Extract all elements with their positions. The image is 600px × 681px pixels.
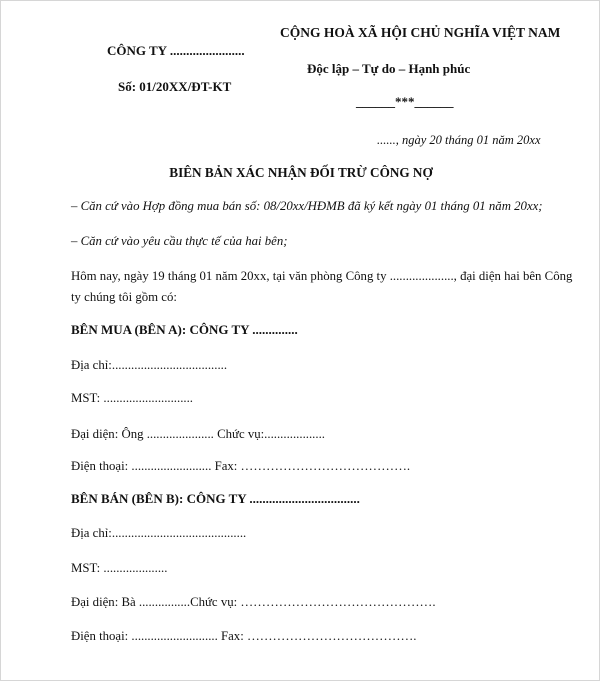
party-a-phone-fax: Điện thoại: ......................... Fax: …………………………………. [71, 459, 411, 473]
national-title: CỘNG HOÀ XÃ HỘI CHỦ NGHĨA VIỆT NAM [280, 25, 561, 40]
party-b-representative: Đại diện: Bà ................Chức vụ: ………………………………………. [71, 595, 436, 609]
document-number: Số: 01/20XX/ĐT-KT [118, 79, 232, 94]
document-title: BIÊN BẢN XÁC NHẬN ĐỐI TRỪ CÔNG NỢ [169, 165, 433, 180]
party-a-address: Địa chỉ:.................................... [71, 358, 228, 372]
party-b-tax-code: MST: .................... [71, 561, 168, 575]
basis-request: – Căn cứ vào yêu cầu thực tế của hai bên; [71, 234, 288, 248]
intro-line-2: ty chúng tôi gồm có: [71, 290, 177, 304]
document-date: ......, ngày 20 tháng 01 năm 20xx [377, 133, 541, 147]
party-a-tax-code: MST: ............................ [71, 391, 194, 405]
header-divider: ______***______ [356, 94, 454, 109]
company-name: CÔNG TY ....................... [107, 43, 245, 58]
party-b-heading: BÊN BÁN (BÊN B): CÔNG TY .................................. [71, 491, 360, 506]
party-b-phone-fax: Điện thoại: ........................... Fax: …………………………………. [71, 629, 417, 643]
intro-line-1: Hôm nay, ngày 19 tháng 01 năm 20xx, tại văn phòng Công ty ...................., đại diện hai bên Công [71, 269, 573, 283]
party-a-representative: Đại diện: Ông ..................... Chức vụ:................... [71, 427, 325, 441]
party-b-address: Địa chỉ:.......................................... [71, 526, 247, 540]
national-motto: Độc lập – Tự do – Hạnh phúc [307, 61, 471, 76]
party-a-heading: BÊN MUA (BÊN A): CÔNG TY .............. [71, 322, 298, 337]
basis-contract: – Căn cứ vào Hợp đồng mua bán số: 08/20xx/HĐMB đã ký kết ngày 01 tháng 01 năm 20xx; [71, 199, 543, 213]
